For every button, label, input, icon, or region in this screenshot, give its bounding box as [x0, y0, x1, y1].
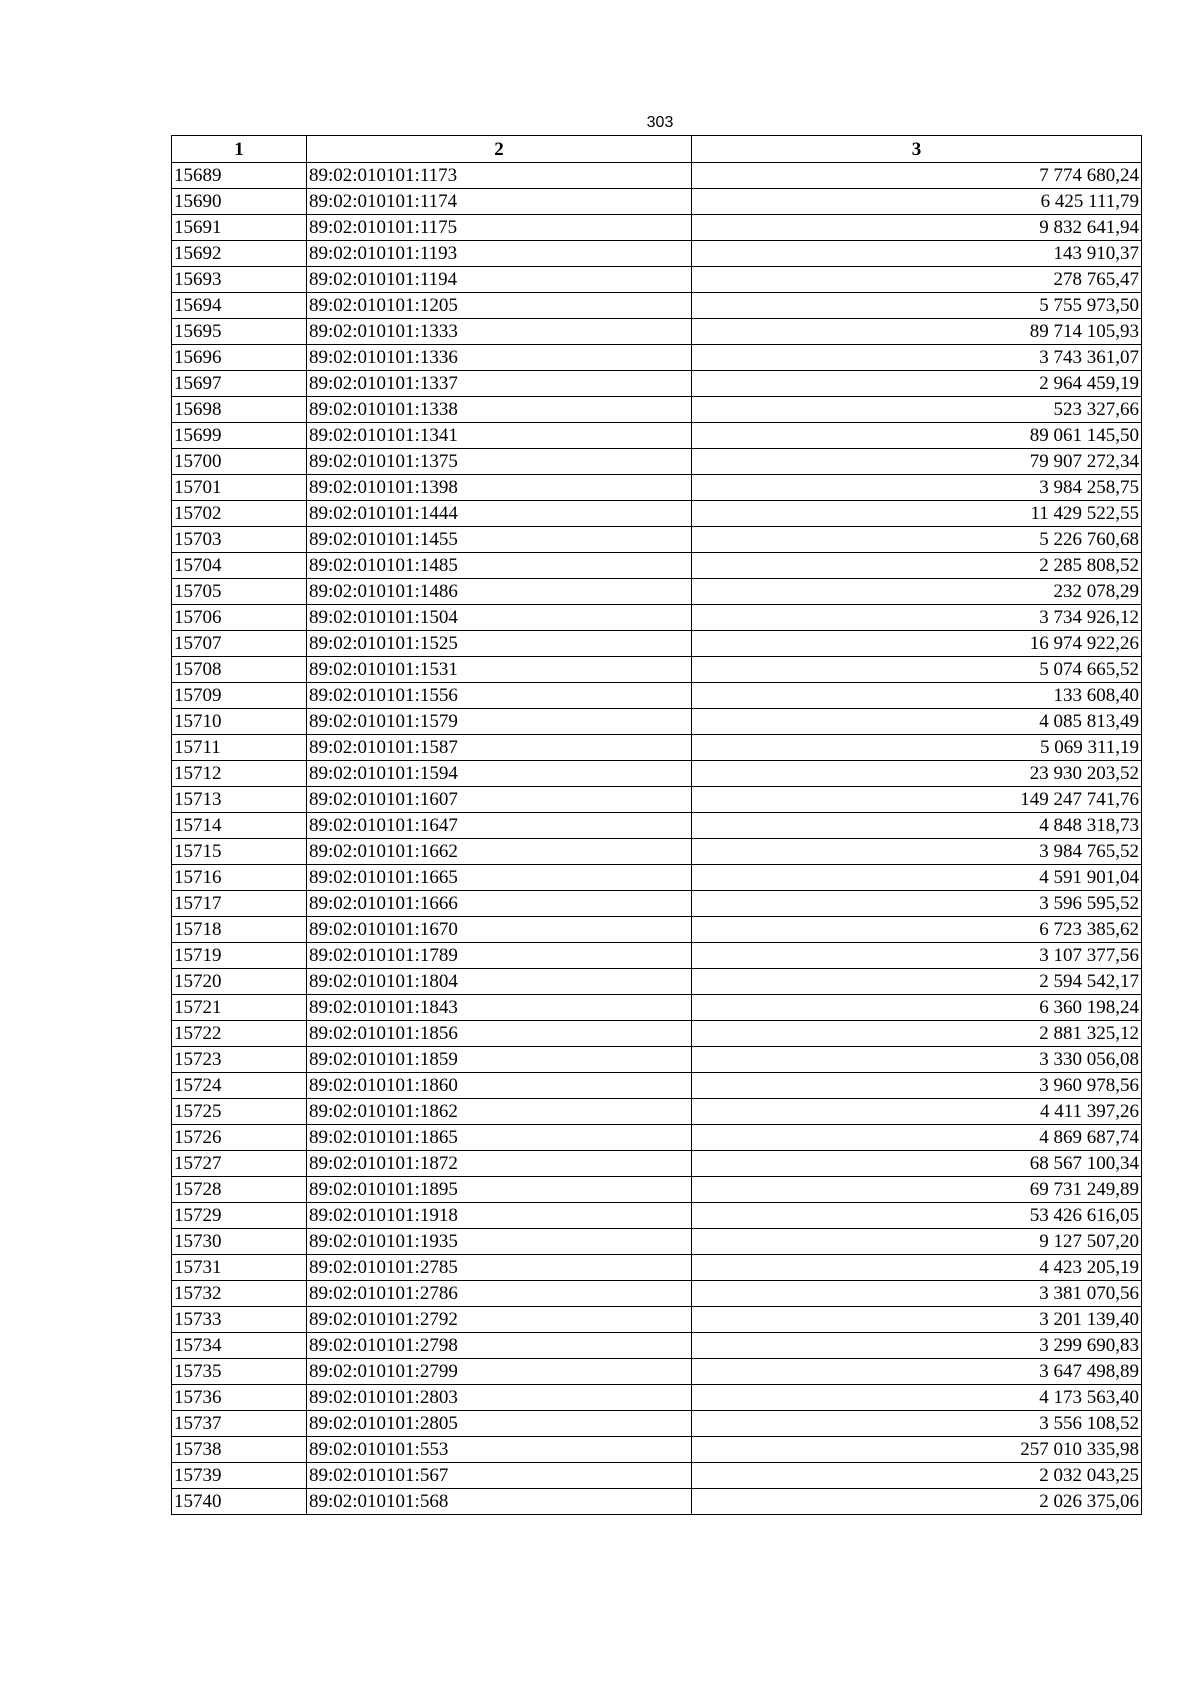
- table-row: [172, 423, 1142, 449]
- table-row: [172, 891, 1142, 917]
- row-number-cell: 15731: [172, 1255, 307, 1281]
- value-cell: 5 226 760,68: [692, 527, 1142, 553]
- table-row: [172, 1203, 1142, 1229]
- cadastral-number-cell: 89:02:010101:2785: [307, 1255, 692, 1281]
- row-number-cell: 15724: [172, 1073, 307, 1099]
- cadastral-number-cell: 89:02:010101:1173: [307, 163, 692, 189]
- table-row: [172, 1229, 1142, 1255]
- cadastral-number-cell: 89:02:010101:1485: [307, 553, 692, 579]
- value-cell: 3 984 258,75: [692, 475, 1142, 501]
- row-number-cell: 15737: [172, 1411, 307, 1437]
- value-cell: 6 425 111,79: [692, 189, 1142, 215]
- cadastral-number-cell: 89:02:010101:1594: [307, 761, 692, 787]
- row-number-cell: 15717: [172, 891, 307, 917]
- row-number-cell: 15735: [172, 1359, 307, 1385]
- value-cell: 4 423 205,19: [692, 1255, 1142, 1281]
- table-row: [172, 631, 1142, 657]
- value-cell: 3 330 056,08: [692, 1047, 1142, 1073]
- cadastral-number-cell: 89:02:010101:1193: [307, 241, 692, 267]
- value-cell: 5 755 973,50: [692, 293, 1142, 319]
- cadastral-number-cell: 89:02:010101:1895: [307, 1177, 692, 1203]
- value-cell: 4 173 563,40: [692, 1385, 1142, 1411]
- column-header-1: 1: [172, 136, 307, 163]
- value-cell: 16 974 922,26: [692, 631, 1142, 657]
- value-cell: 3 107 377,56: [692, 943, 1142, 969]
- cadastral-number-cell: 89:02:010101:1860: [307, 1073, 692, 1099]
- row-number-cell: 15695: [172, 319, 307, 345]
- row-number-cell: 15700: [172, 449, 307, 475]
- value-cell: 11 429 522,55: [692, 501, 1142, 527]
- cadastral-number-cell: 89:02:010101:1865: [307, 1125, 692, 1151]
- page-number: 303: [646, 114, 674, 131]
- value-cell: 3 596 595,52: [692, 891, 1142, 917]
- value-cell: 5 074 665,52: [692, 657, 1142, 683]
- cadastral-number-cell: 89:02:010101:1341: [307, 423, 692, 449]
- table-row: [172, 475, 1142, 501]
- table-row: [172, 917, 1142, 943]
- cadastral-number-cell: 89:02:010101:1935: [307, 1229, 692, 1255]
- cadastral-number-cell: 89:02:010101:1194: [307, 267, 692, 293]
- table-row: [172, 1073, 1142, 1099]
- cadastral-number-cell: 89:02:010101:1587: [307, 735, 692, 761]
- table-row: [172, 1125, 1142, 1151]
- table-row: [172, 215, 1142, 241]
- value-cell: 149 247 741,76: [692, 787, 1142, 813]
- row-number-cell: 15738: [172, 1437, 307, 1463]
- table-row: [172, 163, 1142, 189]
- table-row: [172, 995, 1142, 1021]
- cadastral-number-cell: 89:02:010101:1504: [307, 605, 692, 631]
- value-cell: 2 594 542,17: [692, 969, 1142, 995]
- table-row: [172, 839, 1142, 865]
- row-number-cell: 15707: [172, 631, 307, 657]
- table-row: [172, 1463, 1142, 1489]
- value-cell: 89 061 145,50: [692, 423, 1142, 449]
- table-row: [172, 605, 1142, 631]
- row-number-cell: 15732: [172, 1281, 307, 1307]
- table-row: [172, 553, 1142, 579]
- cadastral-number-cell: 89:02:010101:2805: [307, 1411, 692, 1437]
- table-row: [172, 865, 1142, 891]
- table-row: [172, 293, 1142, 319]
- cadastral-number-cell: 89:02:010101:1862: [307, 1099, 692, 1125]
- row-number-cell: 15703: [172, 527, 307, 553]
- table-row: [172, 1177, 1142, 1203]
- cadastral-number-cell: 89:02:010101:1205: [307, 293, 692, 319]
- row-number-cell: 15690: [172, 189, 307, 215]
- value-cell: 133 608,40: [692, 683, 1142, 709]
- row-number-cell: 15733: [172, 1307, 307, 1333]
- table-row: [172, 1437, 1142, 1463]
- row-number-cell: 15705: [172, 579, 307, 605]
- table-row: [172, 345, 1142, 371]
- value-cell: 4 848 318,73: [692, 813, 1142, 839]
- table-row: [172, 1333, 1142, 1359]
- value-cell: 53 426 616,05: [692, 1203, 1142, 1229]
- cadastral-number-cell: 89:02:010101:567: [307, 1463, 692, 1489]
- cadastral-number-cell: 89:02:010101:1918: [307, 1203, 692, 1229]
- value-cell: 232 078,29: [692, 579, 1142, 605]
- table-row: [172, 1385, 1142, 1411]
- cadastral-number-cell: 89:02:010101:1804: [307, 969, 692, 995]
- cadastral-number-cell: 89:02:010101:1174: [307, 189, 692, 215]
- row-number-cell: 15725: [172, 1099, 307, 1125]
- row-number-cell: 15689: [172, 163, 307, 189]
- table-row: [172, 371, 1142, 397]
- cadastral-number-cell: 89:02:010101:2798: [307, 1333, 692, 1359]
- value-cell: 2 026 375,06: [692, 1489, 1142, 1515]
- row-number-cell: 15702: [172, 501, 307, 527]
- value-cell: 3 201 139,40: [692, 1307, 1142, 1333]
- row-number-cell: 15701: [172, 475, 307, 501]
- cadastral-number-cell: 89:02:010101:568: [307, 1489, 692, 1515]
- row-number-cell: 15704: [172, 553, 307, 579]
- cadastral-number-cell: 89:02:010101:1338: [307, 397, 692, 423]
- value-cell: 143 910,37: [692, 241, 1142, 267]
- row-number-cell: 15711: [172, 735, 307, 761]
- row-number-cell: 15730: [172, 1229, 307, 1255]
- value-cell: 3 556 108,52: [692, 1411, 1142, 1437]
- value-cell: 257 010 335,98: [692, 1437, 1142, 1463]
- table-row: [172, 943, 1142, 969]
- cadastral-number-cell: 89:02:010101:1843: [307, 995, 692, 1021]
- table-row: [172, 1359, 1142, 1385]
- cadastral-number-cell: 89:02:010101:1455: [307, 527, 692, 553]
- table-row: [172, 657, 1142, 683]
- header-row: [172, 136, 1142, 163]
- table-row: [172, 709, 1142, 735]
- value-cell: 4 085 813,49: [692, 709, 1142, 735]
- row-number-cell: 15709: [172, 683, 307, 709]
- table-row: [172, 189, 1142, 215]
- cadastral-number-cell: 89:02:010101:1398: [307, 475, 692, 501]
- row-number-cell: 15691: [172, 215, 307, 241]
- value-cell: 3 734 926,12: [692, 605, 1142, 631]
- table-row: [172, 267, 1142, 293]
- row-number-cell: 15692: [172, 241, 307, 267]
- cadastral-number-cell: 89:02:010101:1175: [307, 215, 692, 241]
- table-row: [172, 1047, 1142, 1073]
- table-row: [172, 1489, 1142, 1515]
- cadastral-number-cell: 89:02:010101:1859: [307, 1047, 692, 1073]
- cadastral-number-cell: 89:02:010101:2803: [307, 1385, 692, 1411]
- value-cell: 2 964 459,19: [692, 371, 1142, 397]
- table-row: [172, 319, 1142, 345]
- cadastral-number-cell: 89:02:010101:1607: [307, 787, 692, 813]
- cadastral-number-cell: 89:02:010101:1525: [307, 631, 692, 657]
- column-header-3: 3: [692, 136, 1142, 163]
- value-cell: 3 299 690,83: [692, 1333, 1142, 1359]
- row-number-cell: 15736: [172, 1385, 307, 1411]
- table-row: [172, 449, 1142, 475]
- row-number-cell: 15726: [172, 1125, 307, 1151]
- table-row: [172, 735, 1142, 761]
- table-row: [172, 969, 1142, 995]
- value-cell: 523 327,66: [692, 397, 1142, 423]
- value-cell: 3 647 498,89: [692, 1359, 1142, 1385]
- row-number-cell: 15721: [172, 995, 307, 1021]
- cadastral-number-cell: 89:02:010101:2786: [307, 1281, 692, 1307]
- value-cell: 2 285 808,52: [692, 553, 1142, 579]
- value-cell: 68 567 100,34: [692, 1151, 1142, 1177]
- row-number-cell: 15714: [172, 813, 307, 839]
- table-row: [172, 501, 1142, 527]
- row-number-cell: 15729: [172, 1203, 307, 1229]
- value-cell: 6 723 385,62: [692, 917, 1142, 943]
- cadastral-number-cell: 89:02:010101:1556: [307, 683, 692, 709]
- value-cell: 9 832 641,94: [692, 215, 1142, 241]
- table-row: [172, 683, 1142, 709]
- table-row: [172, 813, 1142, 839]
- row-number-cell: 15716: [172, 865, 307, 891]
- cadastral-number-cell: 89:02:010101:1662: [307, 839, 692, 865]
- value-cell: 9 127 507,20: [692, 1229, 1142, 1255]
- value-cell: 89 714 105,93: [692, 319, 1142, 345]
- row-number-cell: 15740: [172, 1489, 307, 1515]
- cadastral-number-cell: 89:02:010101:1665: [307, 865, 692, 891]
- cadastral-number-cell: 89:02:010101:1856: [307, 1021, 692, 1047]
- cadastral-number-cell: 89:02:010101:1337: [307, 371, 692, 397]
- cadastral-number-cell: 89:02:010101:2792: [307, 1307, 692, 1333]
- table-row: [172, 527, 1142, 553]
- row-number-cell: 15739: [172, 1463, 307, 1489]
- table-row: [172, 761, 1142, 787]
- value-cell: 23 930 203,52: [692, 761, 1142, 787]
- column-header-2: 2: [307, 136, 692, 163]
- value-cell: 3 984 765,52: [692, 839, 1142, 865]
- row-number-cell: 15710: [172, 709, 307, 735]
- value-cell: 2 881 325,12: [692, 1021, 1142, 1047]
- row-number-cell: 15722: [172, 1021, 307, 1047]
- cadastral-number-cell: 89:02:010101:1444: [307, 501, 692, 527]
- table-row: [172, 1255, 1142, 1281]
- table-row: [172, 1099, 1142, 1125]
- table-row: [172, 1021, 1142, 1047]
- row-number-cell: 15719: [172, 943, 307, 969]
- cadastral-number-cell: 89:02:010101:1333: [307, 319, 692, 345]
- cadastral-number-cell: 89:02:010101:1486: [307, 579, 692, 605]
- cadastral-number-cell: 89:02:010101:1647: [307, 813, 692, 839]
- cadastral-number-cell: 89:02:010101:553: [307, 1437, 692, 1463]
- row-number-cell: 15696: [172, 345, 307, 371]
- value-cell: 278 765,47: [692, 267, 1142, 293]
- row-number-cell: 15734: [172, 1333, 307, 1359]
- table-header: [172, 136, 1142, 163]
- value-cell: 69 731 249,89: [692, 1177, 1142, 1203]
- row-number-cell: 15723: [172, 1047, 307, 1073]
- cadastral-number-cell: 89:02:010101:1789: [307, 943, 692, 969]
- cadastral-number-cell: 89:02:010101:1531: [307, 657, 692, 683]
- row-number-cell: 15698: [172, 397, 307, 423]
- row-number-cell: 15713: [172, 787, 307, 813]
- row-number-cell: 15708: [172, 657, 307, 683]
- table-row: [172, 1411, 1142, 1437]
- cadastral-number-cell: 89:02:010101:1375: [307, 449, 692, 475]
- table-row: [172, 241, 1142, 267]
- row-number-cell: 15699: [172, 423, 307, 449]
- data-table: [171, 135, 1142, 1515]
- value-cell: 6 360 198,24: [692, 995, 1142, 1021]
- value-cell: 79 907 272,34: [692, 449, 1142, 475]
- row-number-cell: 15727: [172, 1151, 307, 1177]
- row-number-cell: 15697: [172, 371, 307, 397]
- value-cell: 3 381 070,56: [692, 1281, 1142, 1307]
- value-cell: 7 774 680,24: [692, 163, 1142, 189]
- table-row: [172, 1307, 1142, 1333]
- row-number-cell: 15712: [172, 761, 307, 787]
- value-cell: 4 591 901,04: [692, 865, 1142, 891]
- row-number-cell: 15693: [172, 267, 307, 293]
- value-cell: 3 743 361,07: [692, 345, 1142, 371]
- cadastral-number-cell: 89:02:010101:1670: [307, 917, 692, 943]
- row-number-cell: 15706: [172, 605, 307, 631]
- row-number-cell: 15718: [172, 917, 307, 943]
- cadastral-number-cell: 89:02:010101:1666: [307, 891, 692, 917]
- row-number-cell: 15715: [172, 839, 307, 865]
- cadastral-number-cell: 89:02:010101:2799: [307, 1359, 692, 1385]
- value-cell: 4 869 687,74: [692, 1125, 1142, 1151]
- cadastral-number-cell: 89:02:010101:1579: [307, 709, 692, 735]
- table-row: [172, 397, 1142, 423]
- table-row: [172, 1151, 1142, 1177]
- table-body: [172, 163, 1142, 1515]
- row-number-cell: 15694: [172, 293, 307, 319]
- value-cell: 4 411 397,26: [692, 1099, 1142, 1125]
- cadastral-number-cell: 89:02:010101:1872: [307, 1151, 692, 1177]
- value-cell: 5 069 311,19: [692, 735, 1142, 761]
- table-row: [172, 787, 1142, 813]
- row-number-cell: 15728: [172, 1177, 307, 1203]
- cadastral-number-cell: 89:02:010101:1336: [307, 345, 692, 371]
- row-number-cell: 15720: [172, 969, 307, 995]
- value-cell: 2 032 043,25: [692, 1463, 1142, 1489]
- table-row: [172, 579, 1142, 605]
- value-cell: 3 960 978,56: [692, 1073, 1142, 1099]
- table-row: [172, 1281, 1142, 1307]
